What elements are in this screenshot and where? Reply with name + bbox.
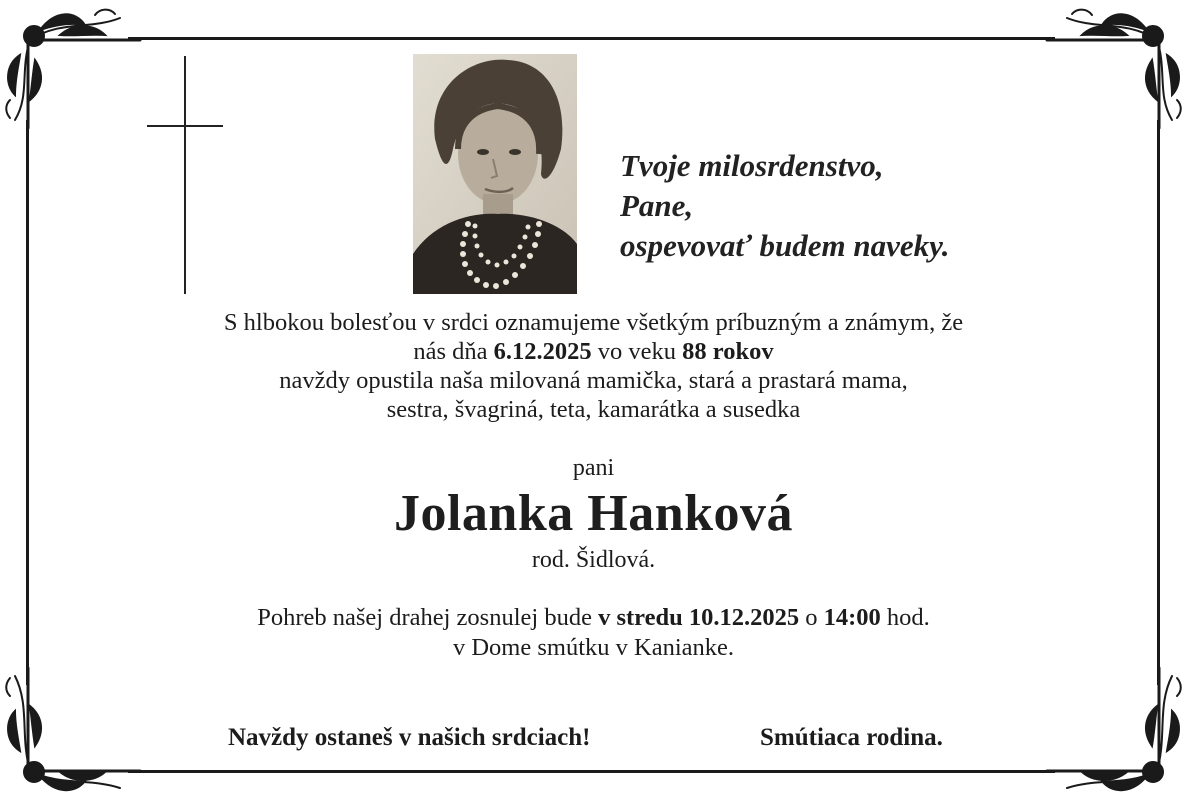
floral-corner-top-left — [0, 0, 150, 130]
frame-bottom-line — [128, 770, 1055, 773]
funeral-mid: o — [799, 604, 824, 631]
death-date: 6.12.2025 — [493, 338, 592, 365]
funeral-time: 14:00 — [823, 604, 881, 631]
motto-line-1: Tvoje milosrdenstvo, — [620, 148, 884, 183]
signature-text: Smútiaca rodina. — [760, 724, 943, 751]
motto-line-3: ospevovať budem naveky. — [620, 228, 950, 263]
announcement-line-1: S hlbokou bolesťou v srdci oznamujeme všetkým príbuzným a známym, že — [223, 309, 964, 336]
announcement-line-4: sestra, švagriná, teta, kamarátka a susedka — [386, 396, 801, 423]
floral-corner-bottom-right — [1037, 666, 1187, 796]
announcement-text — [100, 308, 1087, 424]
funeral-pre: Pohreb našej drahej zosnulej bude — [257, 604, 599, 631]
maiden-name: rod. Šidlová. — [531, 547, 656, 573]
portrait-photo — [413, 54, 577, 294]
floral-corner-bottom-left — [0, 666, 150, 796]
motto-quote — [620, 146, 950, 266]
announcement-line-2-pre: nás dňa — [413, 338, 494, 365]
deceased-title: pani — [572, 455, 615, 481]
frame-left-line — [26, 120, 29, 685]
funeral-line-1 — [0, 603, 1187, 633]
funeral-date: v stredu 10.12.2025 — [598, 604, 800, 631]
deceased-name: Jolanka Hanková — [393, 485, 794, 542]
funeral-info — [0, 603, 1187, 663]
motto-line-2: Pane, — [620, 188, 694, 223]
frame-top-line — [128, 37, 1055, 40]
age: 88 rokov — [682, 338, 774, 365]
funeral-place: v Dome smútku v Kanianke. — [452, 634, 735, 661]
announcement-line-2 — [100, 337, 1087, 366]
announcement-line-2-mid: vo veku — [591, 338, 683, 365]
floral-corner-top-right — [1037, 0, 1187, 130]
funeral-post: hod. — [880, 604, 930, 631]
cross-icon-vertical — [184, 56, 186, 294]
cross-icon-horizontal — [147, 125, 223, 127]
announcement-line-3: navždy opustila naša milovaná mamička, stará a prastará mama, — [279, 367, 908, 394]
frame-right-line — [1157, 120, 1160, 685]
farewell-text: Navždy ostaneš v našich srdciach! — [228, 724, 591, 751]
